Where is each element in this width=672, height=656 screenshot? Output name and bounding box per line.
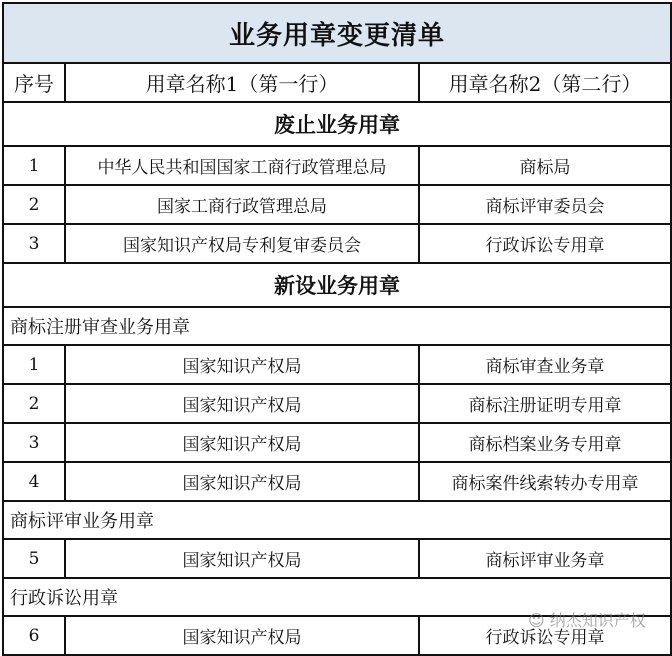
seal-change-table [2,2,672,656]
section-row [3,102,671,146]
group-title: 行政诉讼用章 [3,578,671,616]
table-row [3,462,671,501]
table-title: 业务用章变更清单 [3,3,671,63]
group-title: 商标评审业务用章 [3,501,671,539]
cell-name2: 商标档案业务专用章 [419,423,671,462]
cell-name2: 商标评审业务章 [419,539,671,578]
cell-name1: 国家知识产权局专利复审委员会 [65,224,419,263]
cell-name1: 中华人民共和国国家工商行政管理总局 [65,146,419,185]
header-row [3,63,671,102]
cell-name1: 国家知识产权局 [65,345,419,384]
cell-name1: 国家知识产权局 [65,462,419,501]
section-row [3,263,671,307]
cell-name2: 行政诉讼专用章 [419,616,671,655]
wechat-icon: ☺ [528,611,550,630]
table-row [3,185,671,224]
header-name1: 用章名称1（第一行） [65,63,419,102]
table-row [3,224,671,263]
watermark: ☺ 纳杰知识产权 [528,611,646,630]
cell-index: 6 [3,616,65,655]
cell-index: 4 [3,462,65,501]
section-title: 废止业务用章 [3,102,671,146]
cell-name2: 商标案件线索转办专用章 [419,462,671,501]
group-row [3,501,671,539]
cell-name1: 国家知识产权局 [65,384,419,423]
group-title: 商标注册审查业务用章 [3,307,671,345]
cell-index: 1 [3,146,65,185]
group-row [3,307,671,345]
header-name2: 用章名称2（第二行） [419,63,671,102]
cell-name2: 商标注册证明专用章 [419,384,671,423]
cell-index: 2 [3,185,65,224]
table-row [3,539,671,578]
cell-name1: 国家知识产权局 [65,423,419,462]
cell-index: 3 [3,224,65,263]
table-row [3,345,671,384]
cell-name2: 行政诉讼专用章 [419,224,671,263]
table-row [3,423,671,462]
cell-name1: 国家知识产权局 [65,616,419,655]
cell-name2: 商标审查业务章 [419,345,671,384]
cell-name2: 商标评审委员会 [419,185,671,224]
cell-index: 2 [3,384,65,423]
section-title: 新设业务用章 [3,263,671,307]
table-row [3,384,671,423]
cell-index: 3 [3,423,65,462]
cell-index: 1 [3,345,65,384]
cell-name1: 国家知识产权局 [65,539,419,578]
cell-name1: 国家工商行政管理总局 [65,185,419,224]
cell-name2: 商标局 [419,146,671,185]
header-index: 序号 [3,63,65,102]
table-row [3,146,671,185]
cell-index: 5 [3,539,65,578]
